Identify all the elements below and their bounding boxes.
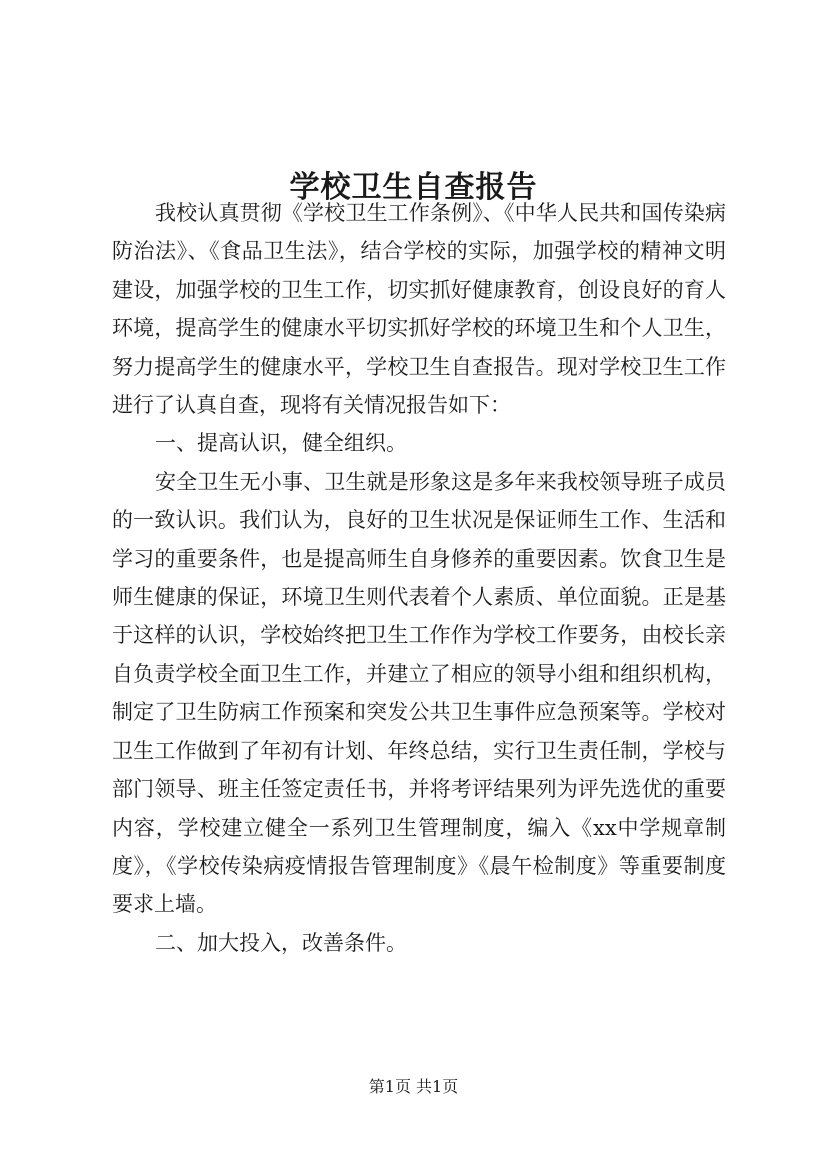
document-title: 学校卫生自查报告: [289, 170, 538, 206]
section-heading-2: 二、加大投入，改善条件。: [155, 930, 407, 955]
section-heading-1: 一、提高认识，健全组织。: [155, 431, 407, 456]
paragraph-section-1: 安全卫生无小事、卫生就是形象这是多年来我校领导班子成员的一致认识。我们认为，良好的卫生状况是保证师生工作、生活和学习的重要条件，也是提高师生自身修养的重要因素。饮食卫生是师生健康的保证，环境卫生则代表着个人素质、单位面貌。正是基于这样的认识，学校始终把卫生工作作为学校工作要务，由校长亲自负责学校全面卫生工作，并建立了相应的领导小组和组织机构，制定了卫生防病工作预案和突发公共卫生事件应急预案等。学校对卫生工作做到了年初有计划、年终总结，实行卫生责任制，学校与部门领导、班主任签定责任书，并将考评结果列为评先选优的重要内容，学校建立健全一系列卫生管理制度，编入《xx中学规章制度》，《学校传染病疫情报告管理制度》《晨午检制度》等重要制度要求上墙。: [112, 469, 726, 917]
page-footer: 第1页 共1页: [368, 1077, 459, 1096]
paragraph-intro: 我校认真贯彻《学校卫生工作条例》、《中华人民共和国传染病防治法》、《食品卫生法》，结合学校的实际，加强学校的精神文明建设，加强学校的卫生工作，切实抓好健康教育，创设良好的育人环境，提高学生的健康水平切实抓好学校的环境卫生和个人卫生，努力提高学生的健康水平，学校卫生自查报告。现对学校卫生工作进行了认真自查，现将有关情况报告如下：: [112, 201, 726, 418]
document-body: [112, 194, 726, 962]
